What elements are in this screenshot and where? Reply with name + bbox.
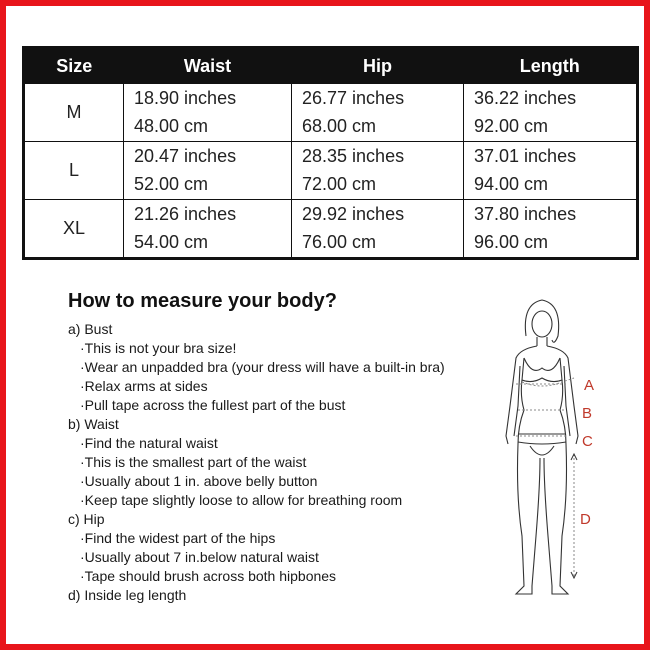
measure-guide [68, 320, 488, 605]
hip-cm: 72.00 cm [292, 170, 464, 199]
list-item: ·Usually about 1 in. above belly button [80, 473, 318, 489]
length-cm: 94.00 cm [464, 170, 638, 199]
header-hip: Hip [292, 48, 464, 84]
list-item: ·Find the widest part of the hips [80, 530, 276, 546]
waist-cm: 54.00 cm [124, 228, 292, 258]
list-item: ·This is not your bra size! [80, 340, 237, 356]
label-c: C [582, 433, 593, 450]
section-bust-label: a) Bust [68, 321, 113, 337]
length-cm: 92.00 cm [464, 112, 638, 141]
header-waist: Waist [124, 48, 292, 84]
table-header-row [24, 48, 638, 84]
hip-inches: 28.35 inches [292, 141, 464, 170]
section-waist-label: b) Waist [68, 416, 119, 432]
section-hip-label: c) Hip [68, 511, 105, 527]
label-b: B [582, 405, 593, 422]
length-inches: 37.80 inches [464, 199, 638, 228]
list-item: ·Usually about 7 in.below natural waist [80, 549, 319, 565]
hip-cm: 68.00 cm [292, 112, 464, 141]
label-d: D [580, 511, 591, 528]
length-inches: 36.22 inches [464, 84, 638, 113]
size-chart-table [22, 46, 639, 260]
measure-lines [516, 378, 574, 578]
size-label-xl: XL [24, 199, 124, 258]
header-length: Length [464, 48, 638, 84]
waist-inches: 21.26 inches [124, 199, 292, 228]
body-figure-illustration [496, 296, 606, 606]
section-leg-label: d) Inside leg length [68, 587, 187, 603]
list-item: ·Wear an unpadded bra (your dress will have a built-in bra) [80, 359, 445, 375]
body-outline [506, 300, 578, 594]
list-item: ·Pull tape across the fullest part of the bust [80, 397, 346, 413]
label-a: A [584, 377, 595, 394]
table-row [24, 141, 638, 170]
waist-cm: 52.00 cm [124, 170, 292, 199]
length-inches: 37.01 inches [464, 141, 638, 170]
header-size: Size [24, 48, 124, 84]
waist-inches: 20.47 inches [124, 141, 292, 170]
length-cm: 96.00 cm [464, 228, 638, 258]
hip-inches: 26.77 inches [292, 84, 464, 113]
list-item: ·Find the natural waist [80, 435, 218, 451]
table-row [24, 84, 638, 113]
waist-cm: 48.00 cm [124, 112, 292, 141]
list-item: ·This is the smallest part of the waist [80, 454, 307, 470]
hip-inches: 29.92 inches [292, 199, 464, 228]
guide-title: How to measure your body? [68, 290, 337, 312]
waist-inches: 18.90 inches [124, 84, 292, 113]
list-item: ·Relax arms at sides [80, 378, 208, 394]
size-label-l: L [24, 141, 124, 199]
size-label-m: M [24, 84, 124, 142]
hip-cm: 76.00 cm [292, 228, 464, 258]
list-item: ·Keep tape slightly loose to allow for breathing room [80, 492, 403, 508]
list-item: ·Tape should brush across both hipbones [80, 568, 337, 584]
table-row [24, 199, 638, 228]
